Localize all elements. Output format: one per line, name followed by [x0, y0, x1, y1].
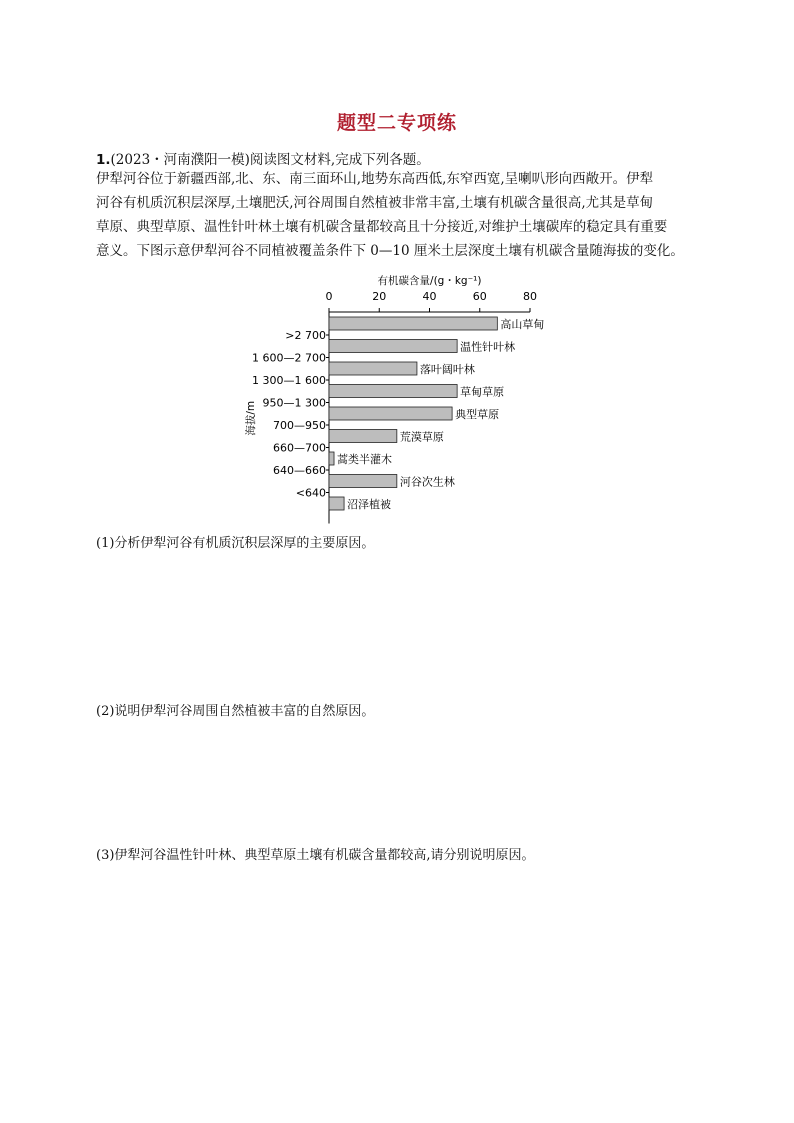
x-tick-label: 0 — [325, 290, 333, 303]
material-line: 河谷有机质沉积层深厚,土壤肥沃,河谷周围自然植被非常丰富,土壤有机碳含量很高,尤其是草甸 — [96, 195, 654, 211]
altitude-label: 950—1 300 — [262, 396, 326, 410]
y-axis-label: 海拔/m — [245, 400, 257, 436]
bar-category-label: 温性针叶林 — [460, 340, 516, 354]
bar — [329, 362, 417, 375]
question-material — [96, 167, 708, 263]
material-line: 伊犁河谷位于新疆西部,北、东、南三面环山,地势东高西低,东窄西宽,呈喇叭形向西敞开。伊犁 — [96, 171, 654, 187]
altitude-label: 660—700 — [273, 441, 326, 455]
x-tick-label: 20 — [372, 290, 387, 303]
question-number: 1. — [96, 152, 111, 168]
subquestion-3: (3)伊犁河谷温性针叶林、典型草原土壤有机碳含量都较高,请分别说明原因。 — [96, 848, 535, 863]
bar — [329, 430, 397, 443]
bar — [329, 340, 457, 353]
bar-category-label: 草甸草原 — [460, 385, 505, 399]
altitude-label: 640—660 — [273, 464, 326, 477]
page-title: 题型二专项练 — [336, 112, 457, 134]
bar-category-label: 落叶阔叶林 — [419, 363, 475, 376]
material-line: 意义。下图示意伊犁河谷不同植被覆盖条件下 0—10 厘米土层深度土壤有机碳含量随海拔的变化。 — [96, 243, 684, 259]
question-header — [96, 148, 430, 168]
bar — [329, 497, 344, 510]
bar — [329, 475, 397, 488]
altitude-label: 1 300—1 600 — [252, 374, 326, 387]
bar-category-label: 沼泽植被 — [347, 498, 392, 511]
bar-category-label: 河谷次生林 — [399, 475, 455, 489]
subquestion-1: (1)分析伊犁河谷有机质沉积层深厚的主要原因。 — [96, 536, 375, 551]
bar-category-label: 蒿类半灌木 — [337, 453, 393, 466]
bar-category-label: 荒漠草原 — [399, 430, 444, 444]
altitude-label: <640 — [295, 486, 326, 500]
question-source: (2023・河南濮阳一模)阅读图文材料,完成下列各题。 — [110, 152, 430, 168]
material-line: 草原、典型草原、温性针叶林土壤有机碳含量都较高且十分接近,对维护土壤碳库的稳定具有重要 — [96, 219, 668, 235]
bar — [329, 407, 452, 420]
subquestion-2: (2)说明伊犁河谷周围自然植被丰富的自然原因。 — [96, 704, 375, 719]
x-tick-label: 40 — [422, 290, 437, 303]
altitude-label: 700—950 — [273, 419, 326, 432]
bar — [329, 385, 457, 398]
x-axis-label: 有机碳含量/(g・kg⁻¹) — [377, 275, 482, 287]
bar-category-label: 高山草甸 — [500, 318, 545, 331]
x-tick-label: 80 — [523, 290, 537, 303]
organic-carbon-chart — [0, 270, 794, 530]
x-tick-label: 60 — [472, 290, 487, 303]
bar — [329, 452, 334, 465]
altitude-label: 1 600—2 700 — [252, 351, 326, 365]
altitude-label: >2 700 — [285, 329, 326, 342]
bar-category-label: 典型草原 — [455, 408, 500, 421]
bar — [329, 317, 497, 330]
